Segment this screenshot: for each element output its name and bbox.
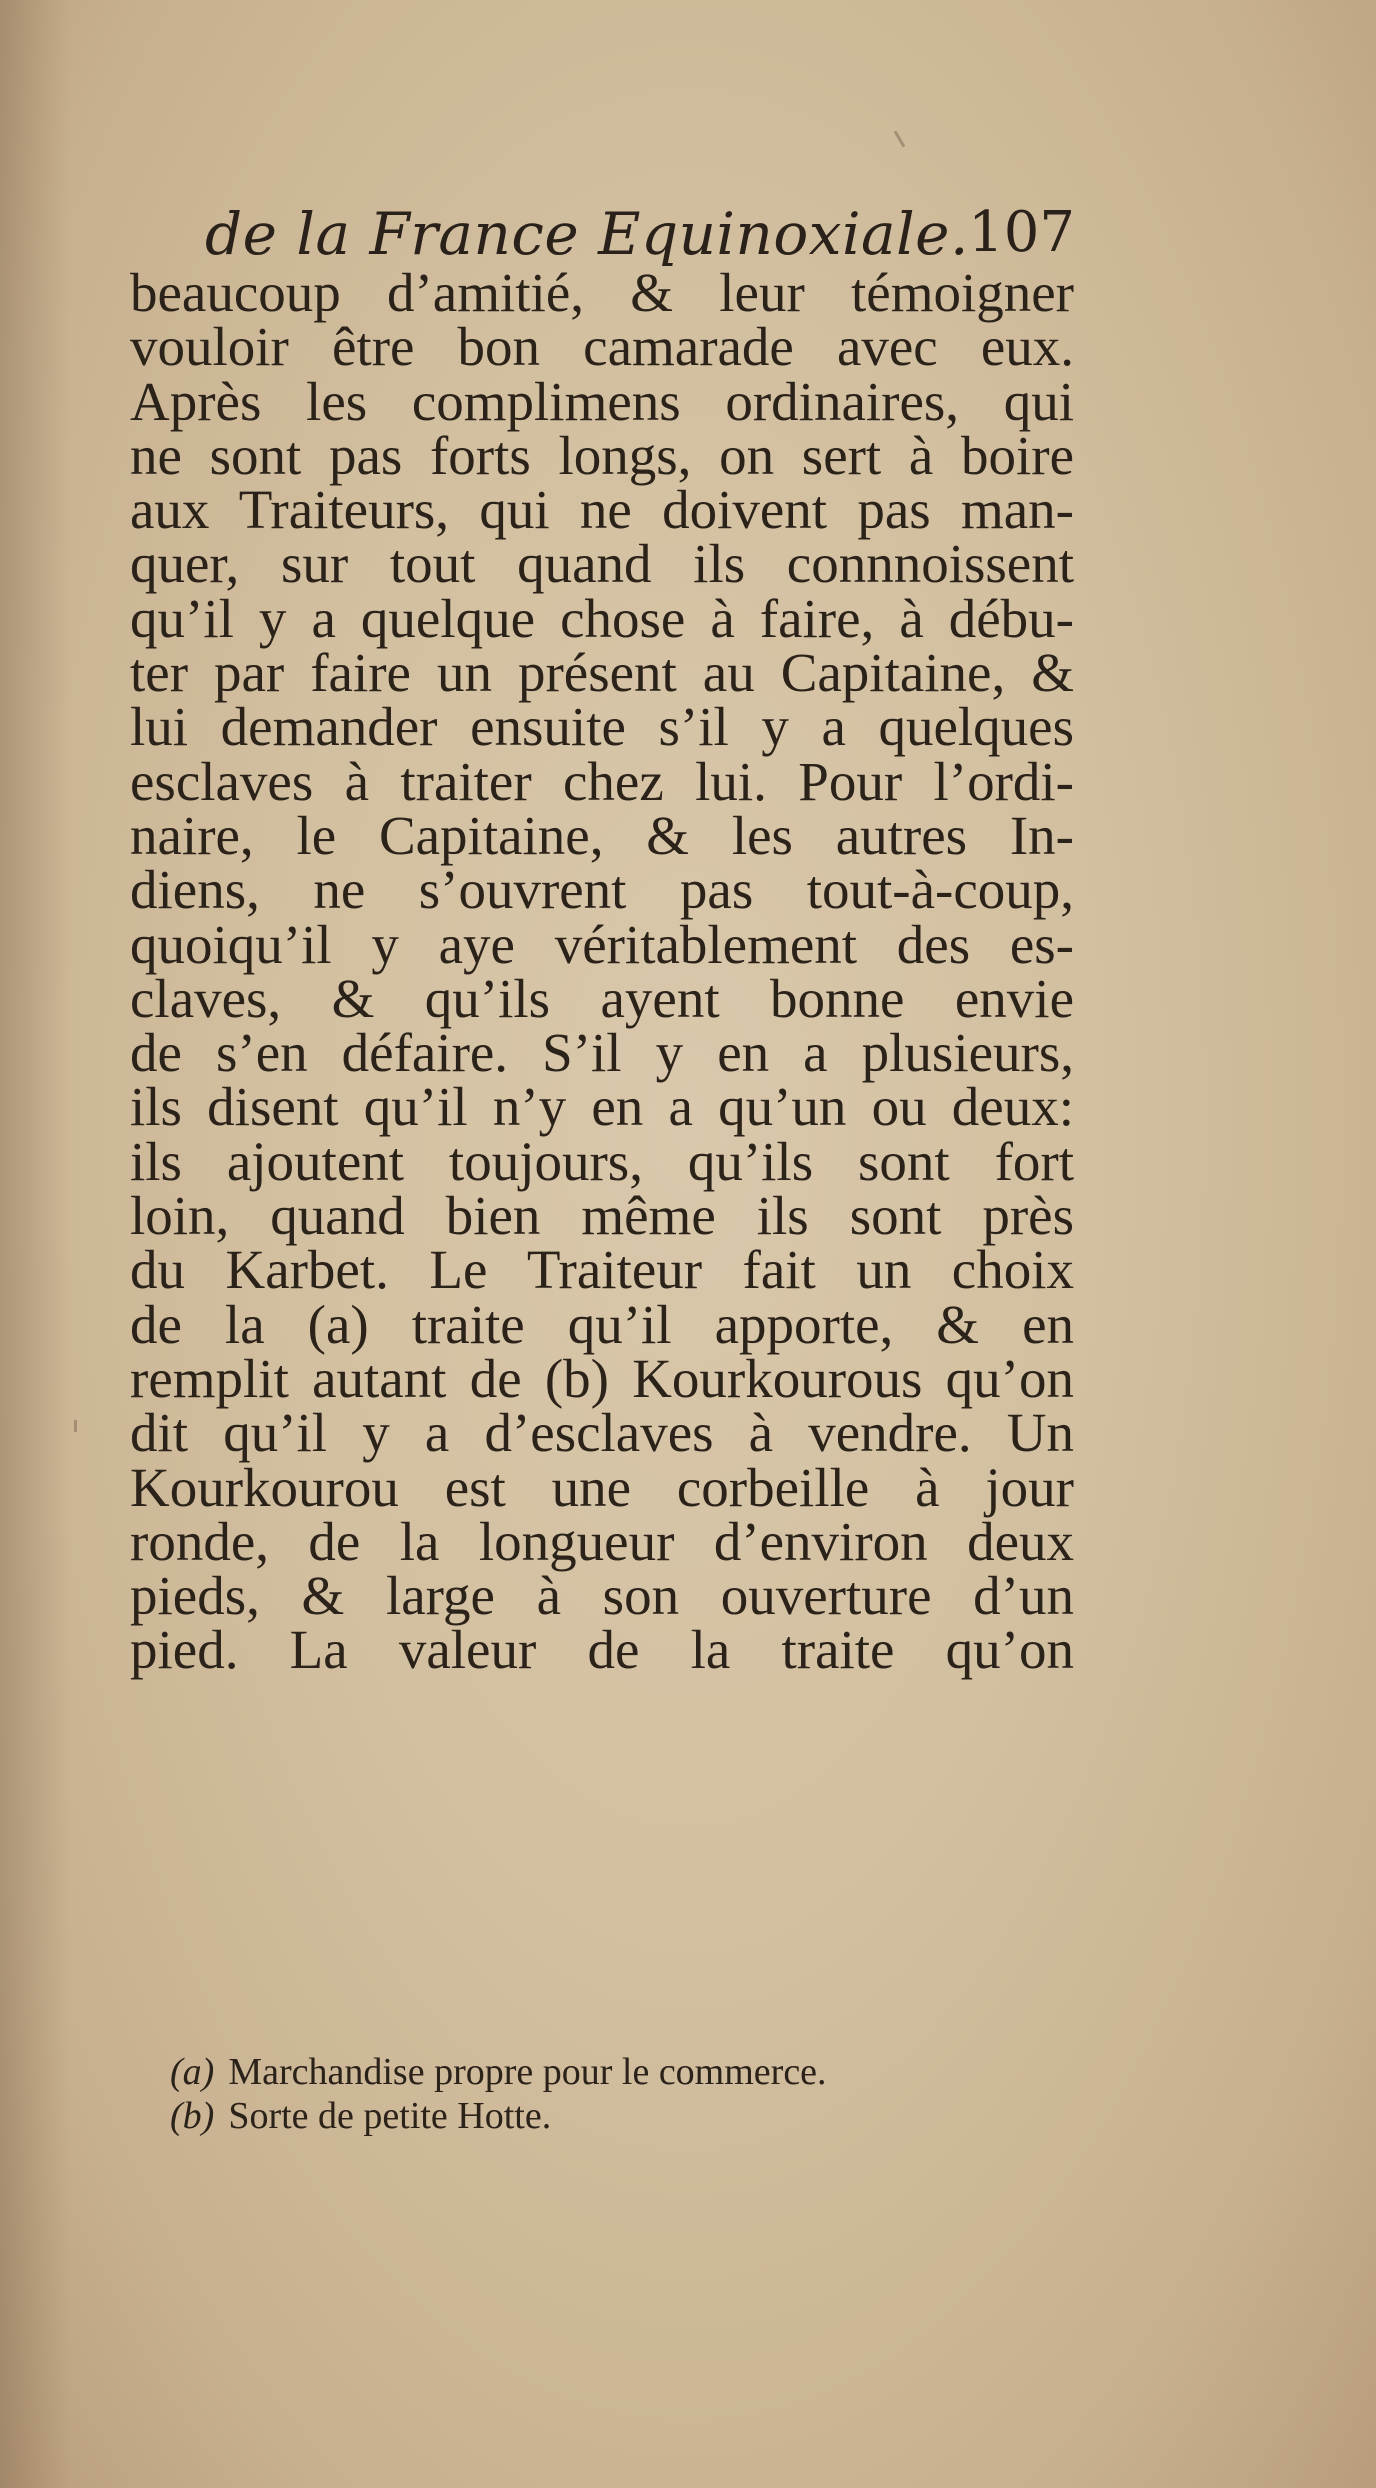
text-line: naire, le Capitaine, & les autres In- [130, 804, 1074, 866]
footnote-text: Sorte de petite Hotte. [228, 2095, 552, 2137]
paper-blemish [74, 1420, 77, 1432]
text-line: remplit autant de (b) Kourkourous qu’on [130, 1347, 1074, 1409]
text-line: qu’il y a quelque chose à faire, à débu- [130, 587, 1074, 649]
text-line: de s’en défaire. S’il y en a plusieurs, [130, 1022, 1074, 1084]
paper-blemish [894, 130, 906, 147]
text-line: aux Traiteurs, qui ne doivent pas man- [130, 479, 1074, 541]
text-line: lui demander ensuite s’il y a quelques [130, 696, 1074, 758]
text-line: claves, & qu’ils ayent bonne envie [130, 967, 1074, 1029]
text-line: vouloir être bon camarade avec eux. [130, 316, 1074, 378]
text-line: ronde, de la longueur d’environ deux [130, 1510, 1074, 1572]
text-line: pieds, & large à son ouverture d’un [130, 1565, 1074, 1627]
text-line: loin, quand bien même ils sont près [130, 1185, 1074, 1247]
text-line: quoiqu’il y aye véritablement des es- [130, 913, 1074, 975]
footnotes [170, 2050, 1050, 2138]
text-line: ter par faire un présent au Capitaine, & [130, 642, 1074, 704]
text-line: ne sont pas forts longs, on sert à boire [130, 424, 1074, 486]
text-line: pied. La valeur de la traite qu’on [130, 1619, 1074, 1681]
footnote-a [170, 2050, 1050, 2094]
text-line: ils disent qu’il n’y en a qu’un ou deux: [130, 1076, 1074, 1138]
text-line: quer, sur tout quand ils connnoissent [130, 533, 1074, 595]
running-title: de la France Equinoxiale. [205, 200, 969, 268]
text-line: diens, ne s’ouvrent pas tout-à-coup, [130, 859, 1074, 921]
text-line: Après les complimens ordinaires, qui [130, 370, 1074, 432]
text-line: beaucoup d’amitié, & leur témoigner [130, 262, 1074, 323]
body-text [130, 262, 1074, 1681]
footnote-text: Marchandise propre pour le commerce. [228, 2051, 827, 2093]
text-line: ils ajoutent toujours, qu’ils sont fort [130, 1130, 1074, 1192]
text-line: dit qu’il y a d’esclaves à vendre. Un [130, 1402, 1074, 1464]
footnote-marker: (b) [170, 2095, 215, 2137]
footnote-b [170, 2094, 1050, 2138]
text-line: Kourkourou est une corbeille à jour [130, 1456, 1074, 1518]
text-line: du Karbet. Le Traiteur fait un choix [130, 1239, 1074, 1301]
text-line: de la (a) traite qu’il apporte, & en [130, 1293, 1074, 1355]
page-number: 107 [968, 200, 1075, 265]
text-line: esclaves à traiter chez lui. Pour l’ordi- [130, 750, 1074, 812]
footnote-marker: (a) [170, 2051, 215, 2093]
